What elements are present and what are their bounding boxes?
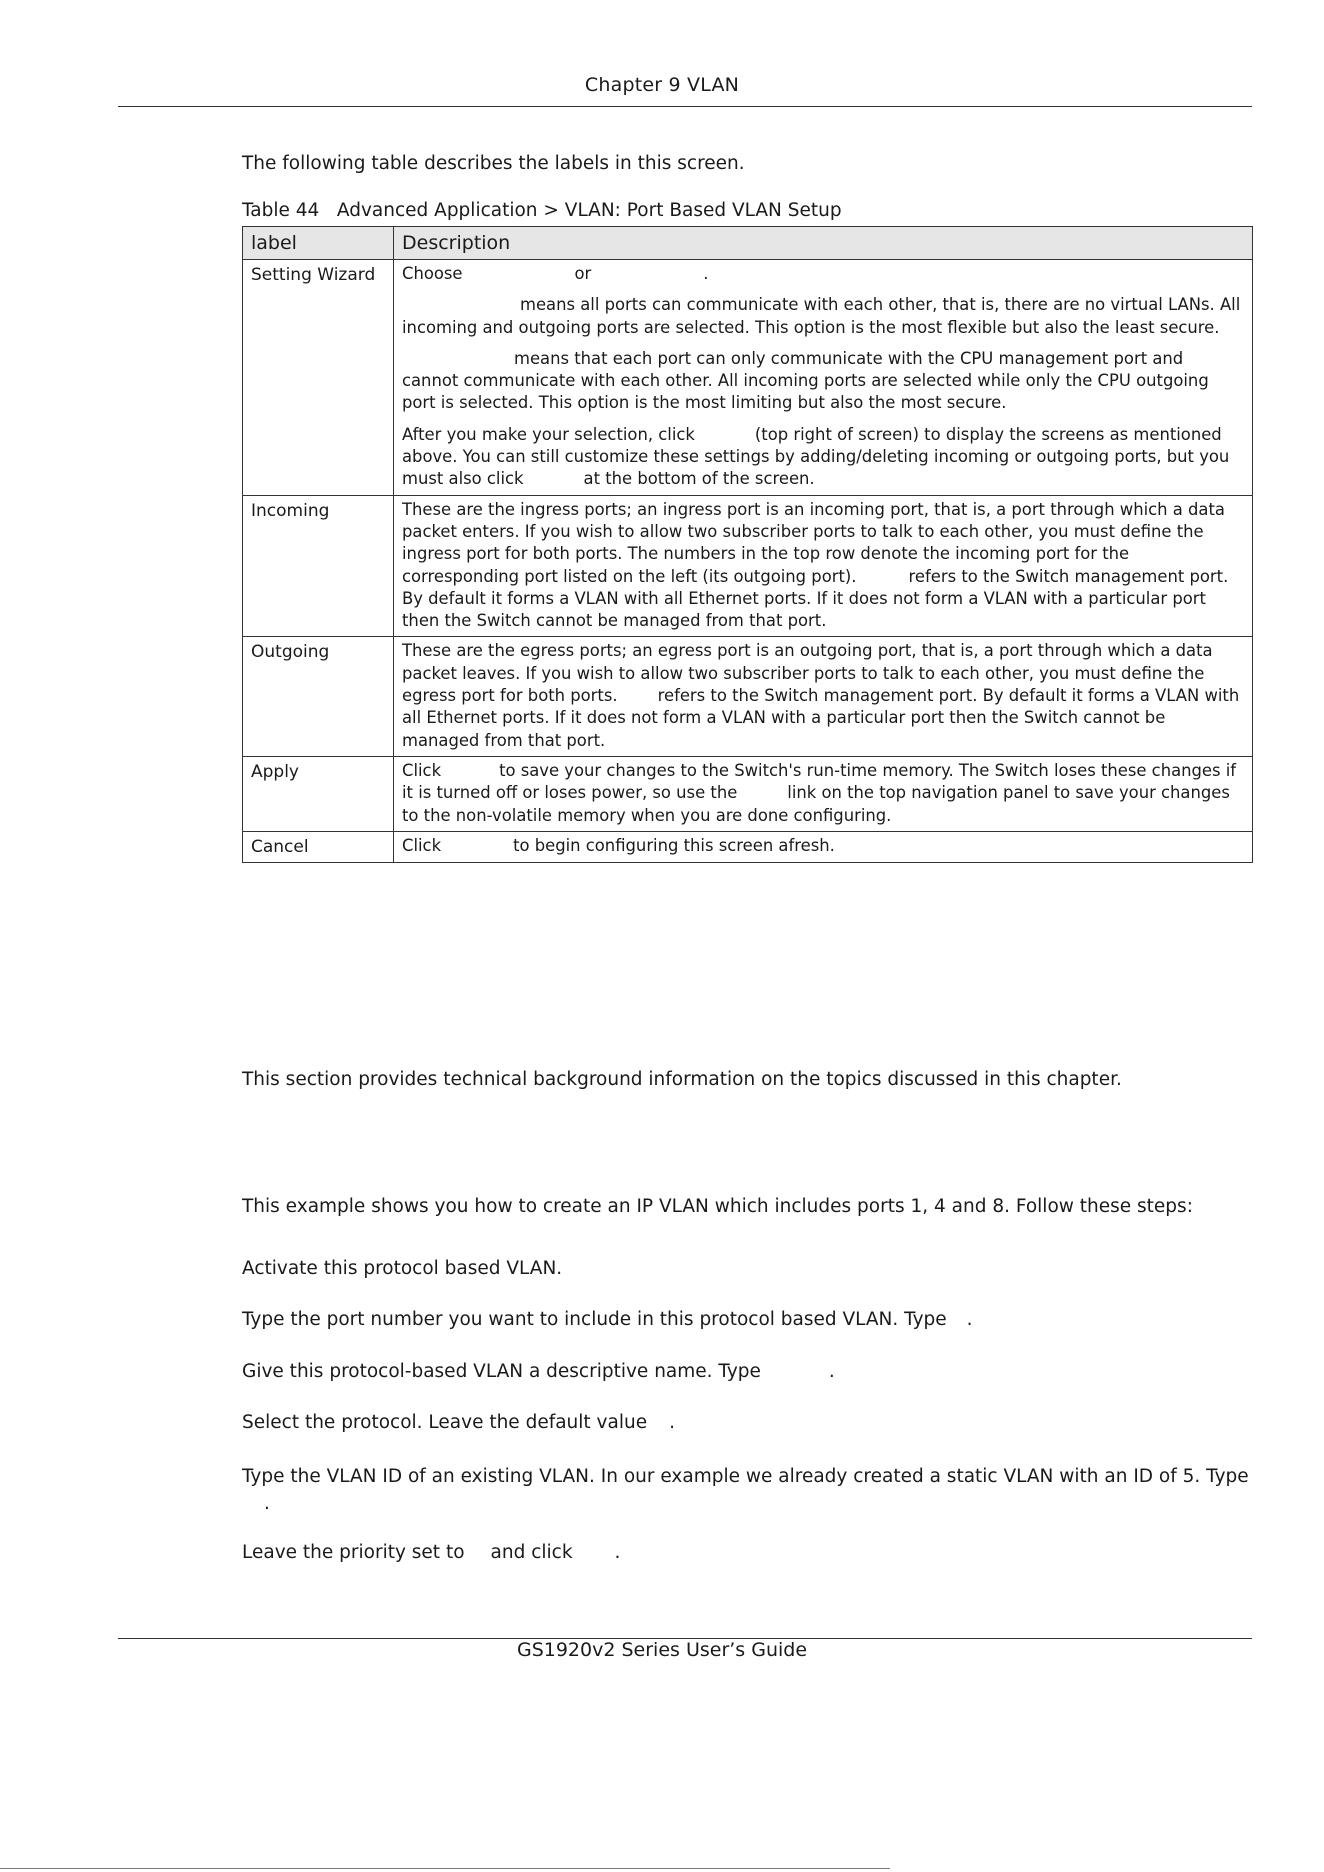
description-paragraph: means that each port can only communicate with the CPU management port and cannot communicate with each other. All incoming ports are selected while only the CPU outgoing port is selected. This option is the most limiting but also the most secure. bbox=[402, 348, 1209, 413]
row-label: Incoming bbox=[243, 495, 394, 637]
table-row bbox=[243, 831, 1253, 862]
table-row bbox=[243, 637, 1253, 756]
step-text: Leave the priority set to and click . bbox=[242, 1542, 621, 1563]
example-intro: This example shows you how to create an IP VLAN which includes ports 1, 4 and 8. Follow these steps: bbox=[242, 1196, 1193, 1217]
description-paragraph: Choose or . bbox=[402, 264, 709, 283]
table-row bbox=[243, 260, 1253, 496]
description-paragraph: After you make your selection, click (top right of screen) to display the screens as mentioned above. You can still customize these settings by adding/deleting incoming or outgoing ports, but you must also click at the bottom of the screen. bbox=[402, 424, 1230, 489]
description-paragraph: Click to save your changes to the Switch's run-time memory. The Switch loses these changes if it is turned off or loses power, so use the link on the top navigation panel to save your changes to the non-volatile memory when you are done configuring. bbox=[402, 760, 1237, 825]
step-text: Activate this protocol based VLAN. bbox=[242, 1258, 563, 1279]
header-divider bbox=[118, 106, 1252, 107]
labels-table bbox=[242, 226, 1253, 863]
chapter-header: Chapter 9 VLAN bbox=[584, 74, 740, 96]
row-label: Setting Wizard bbox=[243, 260, 394, 496]
description-paragraph: means all ports can communicate with each other, that is, there are no virtual LANs. All incoming and outgoing ports are selected. This option is the most flexible but also the least secure. bbox=[402, 295, 1241, 337]
step-text: Type the port number you want to include in this protocol based VLAN. Type . bbox=[242, 1309, 973, 1330]
row-description bbox=[394, 831, 1253, 862]
step-text: Give this protocol-based VLAN a descriptive name. Type . bbox=[242, 1361, 835, 1382]
row-label: Outgoing bbox=[243, 637, 394, 756]
table-row bbox=[243, 756, 1253, 831]
row-label: Apply bbox=[243, 756, 394, 831]
table-header-row bbox=[243, 227, 1253, 260]
table-caption: Table 44 Advanced Application > VLAN: Port Based VLAN Setup bbox=[242, 200, 842, 221]
row-description bbox=[394, 756, 1253, 831]
description-paragraph: Click to begin configuring this screen afresh. bbox=[402, 835, 835, 855]
intro-text: The following table describes the labels in this screen. bbox=[242, 153, 745, 174]
column-header-label: label bbox=[243, 227, 394, 260]
footer-guide-title: GS1920v2 Series User’s Guide bbox=[516, 1639, 808, 1661]
step-text: Type the VLAN ID of an existing VLAN. In our example we already created a static VLAN with an ID of 5. Type. bbox=[242, 1466, 1249, 1514]
row-description bbox=[394, 260, 1253, 496]
table-row bbox=[243, 495, 1253, 637]
description-paragraph: These are the ingress ports; an ingress port is an incoming port, that is, a port through which a data packet enters. If you wish to allow two subscriber ports to talk to each other, you must define the ingress port for both ports. The numbers in the top row denote the incoming port for the corresponding port listed on the left (its outgoing port). refers to the Switch management port. By default it forms a VLAN with all Ethernet ports. If it does not form a VLAN with a particular port then the Switch cannot be managed from that port. bbox=[402, 499, 1229, 631]
technical-reference-intro: This section provides technical background information on the topics discussed in this chapter. bbox=[242, 1069, 1122, 1090]
row-description bbox=[394, 637, 1253, 756]
step-text: Select the protocol. Leave the default value . bbox=[242, 1412, 675, 1433]
page-bottom-rule bbox=[0, 1868, 890, 1869]
description-paragraph: These are the egress ports; an egress port is an outgoing port, that is, a port through which a data packet leaves. If you wish to allow two subscriber ports to talk to each other, you must define the egress port for both ports. refers to the Switch management port. By default it forms a VLAN with all Ethernet ports. If it does not form a VLAN with a particular port then the Switch cannot be managed from that port. bbox=[402, 641, 1240, 750]
row-label: Cancel bbox=[243, 831, 394, 862]
row-description bbox=[394, 495, 1253, 637]
column-header-description: Description bbox=[394, 227, 1253, 260]
